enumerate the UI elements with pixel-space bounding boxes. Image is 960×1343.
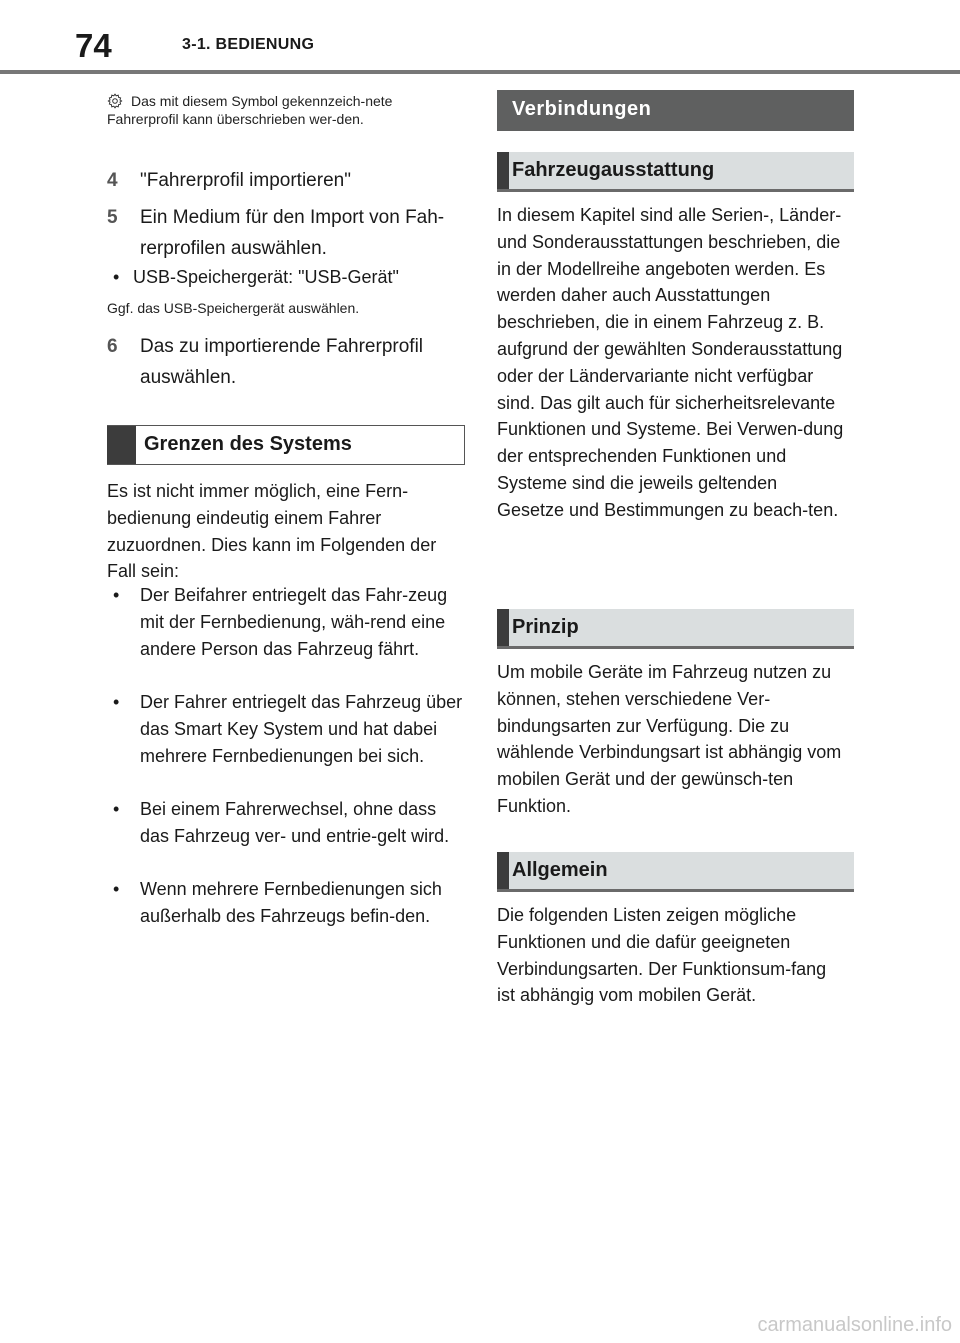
bullet-text: Der Beifahrer entriegelt das Fahr-zeug mit der Fernbedienung, wäh-rend eine andere Person das Fahrzeug fährt. [140,585,448,659]
step-6 [107,331,465,393]
limits-intro: Es ist nicht immer möglich, eine Fern-bedienung eindeutig einem Fahrer zuzuordnen. Dies kann im Folgenden der Fall sein: [107,481,437,582]
heading-equipment [497,152,854,192]
heading-limits [107,425,465,465]
page-number: 74 [75,27,112,64]
heading-equipment-label: Fahrzeugausstattung [512,159,715,181]
watermark: carmanualsonline.info [757,1314,952,1336]
step-text: "Fahrerprofil importieren" [140,170,351,191]
bullet-text: USB-Speichergerät: "USB-Gerät" [133,267,399,287]
usb-hint: Ggf. das USB-Speichergerät auswählen. [107,300,360,316]
step-text: Das zu importierende Fahrerprofil auswählen. [140,336,424,388]
bullet-text: Bei einem Fahrerwechsel, ohne dass das Fahrzeug ver- und entrie-gelt wird. [140,799,450,846]
principle-text: Um mobile Geräte im Fahrzeug nutzen zu können, stehen verschiedene Ver-bindungsarten zur Verfügung. Die zu wählende Verbindungsart ist abhängig vom mobilen Gerät und der gewünsch-ten Funktion. [497,662,842,816]
page-header [0,0,960,76]
bullet-text: Der Fahrer entriegelt das Fahrzeug über das Smart Key System und hat dabei mehrere Fernbedienungen bei sich. [140,692,463,766]
step-text: Ein Medium für den Import von Fah-rerprofilen auswählen. [140,207,445,259]
general-text: Die folgenden Listen zeigen mögliche Funktionen und die dafür geeigneten Verbindungsarten. Der Funktionsum-fang ist abhängig vom mobilen Gerät. [497,905,827,1006]
equipment-text: In diesem Kapitel sind alle Serien-, Länder- und Sonderausstattungen beschrieben, die in der Modellreihe angeboten werden. Es werden daher auch Ausstattungen beschrieben, die in einem Fahrzeug z. B. aufgrund der gewählten Sonderausstattung oder der Ländervariante nicht verfügbar sind. Das gilt auch für sicherheitsrelevante Funktionen und Systeme. Bei Verwen-dung der entsprechenden Funktionen und Systeme sind die jeweils geltenden Gesetze und Bestimmungen zu beach-ten. [497,205,844,520]
usb-bullet: • USB-Speichergerät: "USB-Gerät" [113,264,465,291]
step-number: 5 [107,207,118,228]
step-5 [107,202,465,264]
note-text: Das mit diesem Symbol gekennzeich-nete Fahrerprofil kann überschrieben wer-den. [107,93,393,127]
heading-principle [497,609,854,649]
section-title: Verbindungen [512,98,652,120]
limits-item: • Bei einem Fahrerwechsel, ohne dass das Fahrzeug ver- und entrie-gelt wird. [113,796,465,850]
chapter-title: 3-1. BEDIENUNG [182,36,315,53]
heading-principle-label: Prinzip [512,616,579,638]
bullet-text: Wenn mehrere Fernbedienungen sich außerhalb des Fahrzeugs befin-den. [140,879,442,926]
limits-item: • Der Fahrer entriegelt das Fahrzeug über das Smart Key System und hat dabei mehrere Fernbedienungen bei sich. [113,689,465,769]
limits-item: • Der Beifahrer entriegelt das Fahr-zeug mit der Fernbedienung, wäh-rend eine andere Person das Fahrzeug fährt. [113,582,465,662]
heading-general-label: Allgemein [512,859,608,881]
section-title-bar [497,90,854,131]
step-number: 6 [107,336,118,357]
step-4 [107,165,465,196]
header-rule [0,70,960,74]
gear-icon [107,93,123,109]
heading-limits-label: Grenzen des Systems [144,433,352,455]
heading-general [497,852,854,892]
limits-item: • Wenn mehrere Fernbedienungen sich außerhalb des Fahrzeugs befin-den. [113,876,465,930]
profile-note [107,92,447,128]
step-number: 4 [107,170,118,191]
